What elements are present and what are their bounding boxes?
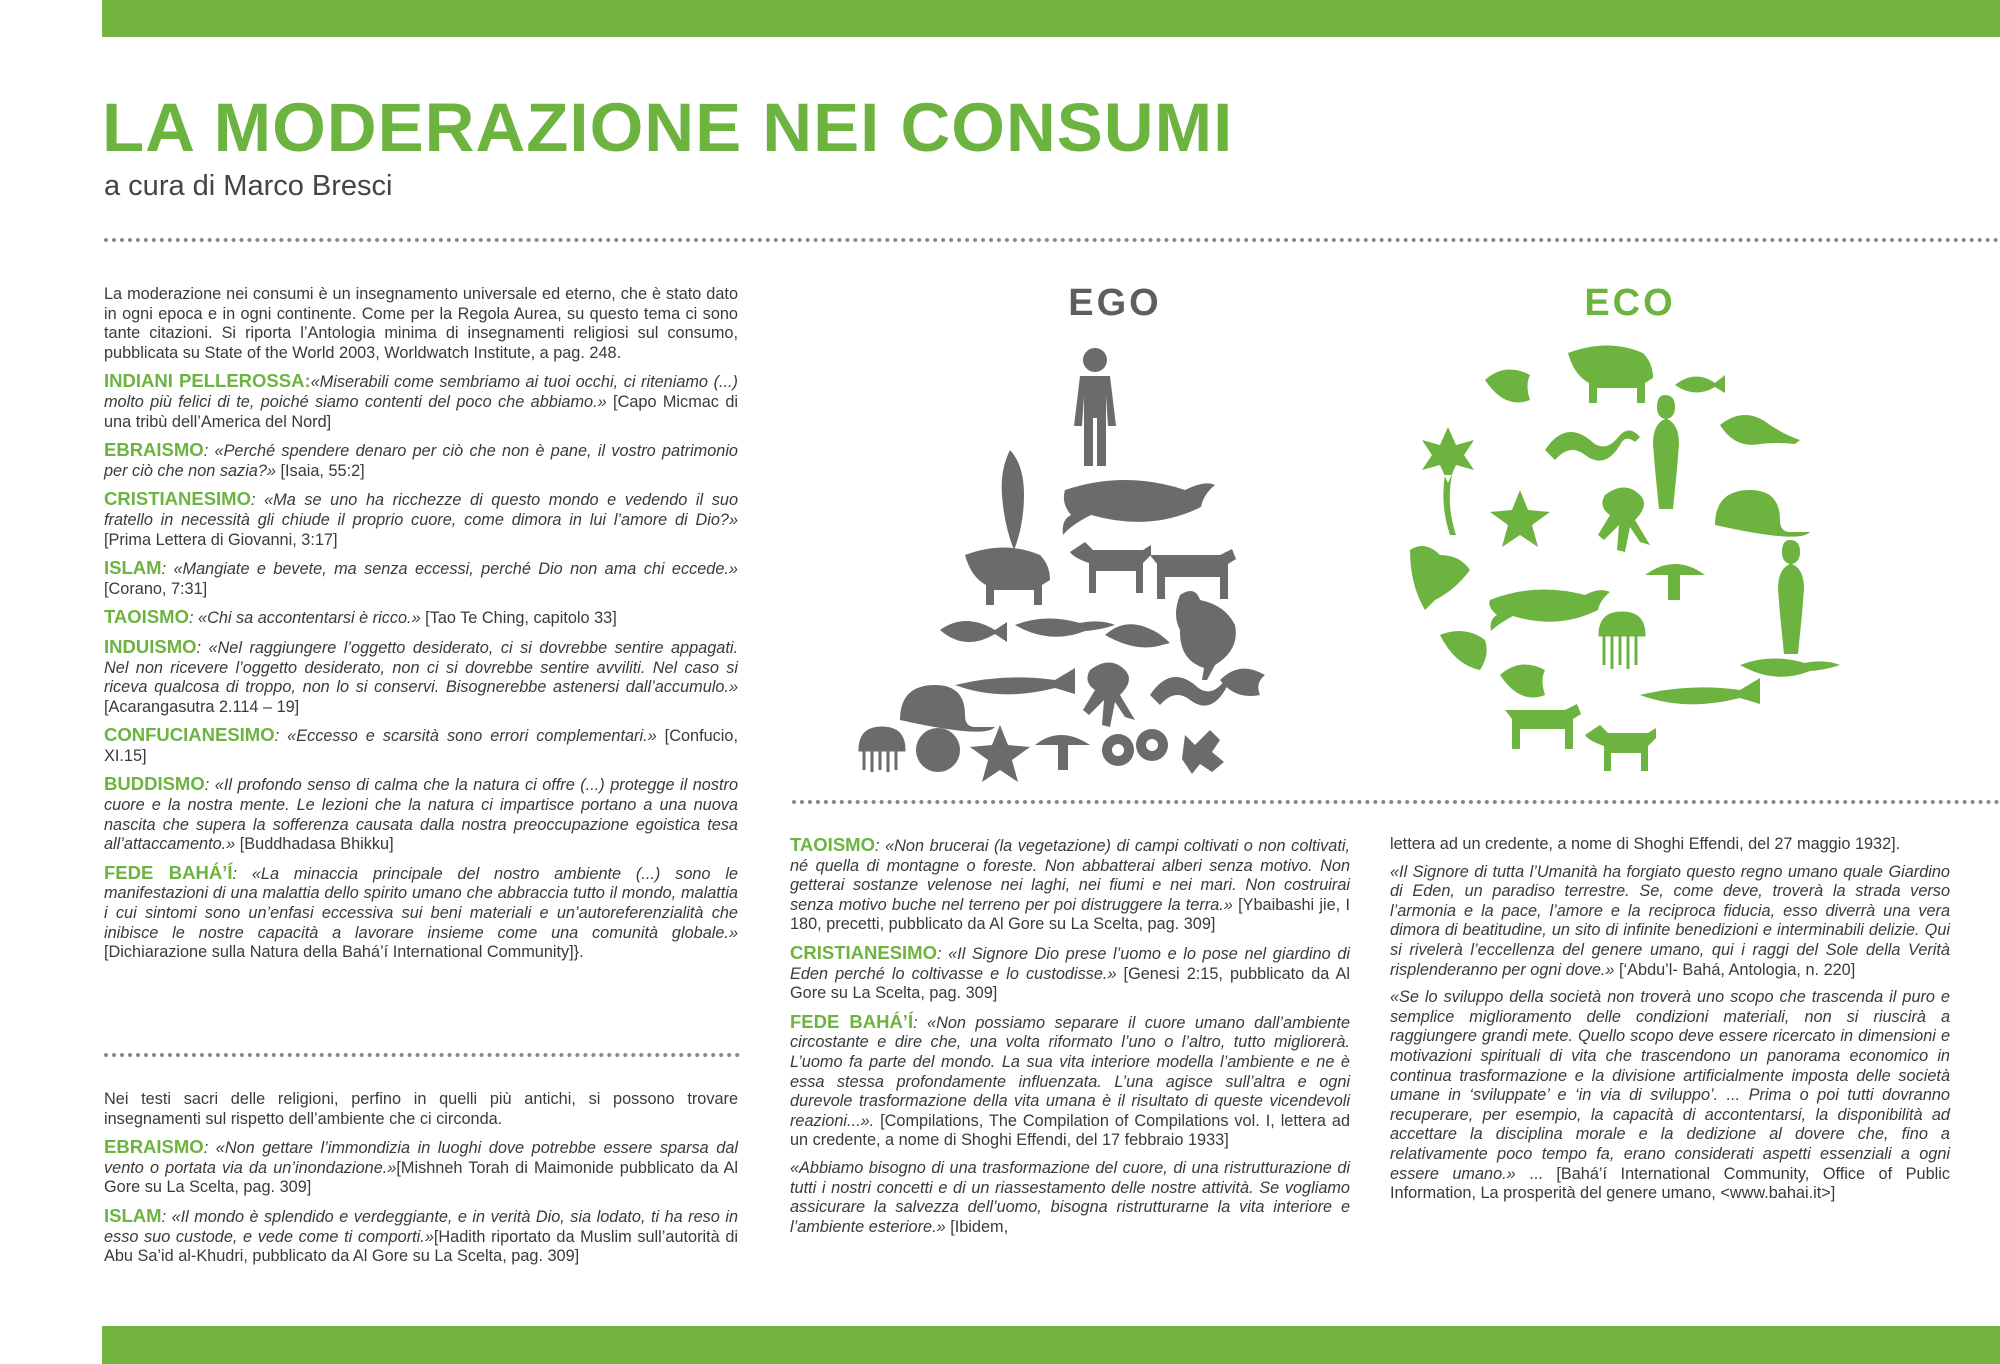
religion-label: EBRAISMO <box>104 439 204 461</box>
quote-source: [Mishneh Torah di Maimonide pubblicato da Al Gore su La Scelta, pag. 309] <box>104 1158 738 1197</box>
quote-paragraph <box>1390 835 1950 855</box>
religion-label: FEDE BAHÁ’Í <box>104 861 233 883</box>
quote-paragraph <box>104 558 738 599</box>
quotes-list-2 <box>104 1137 738 1267</box>
shark-icon <box>955 668 1075 694</box>
quote-source: [Buddhadasa Bhikku] <box>235 835 394 854</box>
quote-text: : «Non possiamo separare il cuore umano dall’ambiente circostante e dire che, una volta riformato l’uno o l’altro, tutto migliorerà. L’uomo fa parte del mondo. La sua vita interiore modella l’ambiente e ne è essa stessa profondamente influenzata. L’una agisce sull’altra e ogni durevole trasformazione della vita umana è il risultato di queste vicendevoli reazioni...». <box>790 1013 1351 1130</box>
hen-icon <box>1176 591 1236 680</box>
quote-source: [Ibidem, <box>945 1217 1009 1236</box>
quote-paragraph <box>790 1159 1350 1237</box>
quote-paragraph <box>1390 863 1950 981</box>
quote-paragraph <box>790 1012 1350 1151</box>
religion-label: EBRAISMO <box>104 1136 204 1158</box>
quote-source: [Compilations, The Compilation of Compilations vol. I, lettera ad un credente, a nome di Shoghi Effendi, del 17 febbraio 1933] <box>790 1111 1350 1150</box>
quote-paragraph <box>790 835 1350 935</box>
religion-label: ISLAM <box>104 557 162 579</box>
shark-icon <box>1640 678 1760 704</box>
jellyfish-icon <box>860 728 904 772</box>
quote-source: [Ybaibashi jie, I 180, precetti, pubblicato da Al Gore su La Scelta, pag. 309] <box>790 895 1350 934</box>
quote-text: : «Non brucerai (la vegetazione) di campi coltivati o non coltivati, né quella di montagne o foreste. Non abbatterai alberi senza motivo. Non getterai sostanze velenose nei laghi, nei fiumi e nei mari. Non costruirai senza motivo buche nel terreno per poi distruggere la terra.» <box>790 837 1350 914</box>
page-title: LA MODERAZIONE NEI CONSUMI <box>102 89 1234 166</box>
starfish-icon <box>970 725 1030 782</box>
dog-icon <box>1070 542 1151 593</box>
quote-text: : «Perché spendere denaro per ciò che non è pane, il vostro patrimonio per ciò che non sazia?» <box>104 442 738 480</box>
quotes-list-middle <box>790 835 1350 1237</box>
quote-source: ... [Bahá’í International Community, Office of Public Information, La prosperità del genere umano, <www.bahai.it>] <box>1390 1164 1950 1203</box>
page-subtitle: a cura di Marco Bresci <box>104 170 393 202</box>
platypus-icon <box>1015 618 1115 636</box>
quote-text: «Il Signore di tutta l’Umanità ha forgiato questo regno umano quale Giardino di Eden, un paradiso terrestre. Se, come deve, troverà la strada verso l’armonia e la pace, l’amore e la reciproca fiducia, esso diverrà una vera dimora di beatitudine, un sito di infinite benedizioni e interminabili delizie. Qui si rivelerà l’eccellenza del genere umano, qui i raggi del Sole della Verità risplenderanno per ogni dove.» <box>1390 862 1950 979</box>
quote-text: : «Eccesso e scarsità sono errori complementari.» <box>274 727 657 746</box>
quote-text: : «Non gettare l’immondizia in luoghi dove potrebbe essere sparsa dal vento o portata via da un’inondazione.» <box>104 1139 738 1177</box>
quote-paragraph <box>790 943 1350 1004</box>
quote-paragraph <box>104 1137 738 1198</box>
column-middle <box>790 835 1350 1245</box>
quote-paragraph <box>104 637 738 717</box>
fish-icon <box>1485 370 1530 403</box>
platypus-icon <box>1740 658 1840 676</box>
snake-icon <box>1545 430 1640 460</box>
quote-text: «Abbiamo bisogno di una trasformazione del cuore, di una ristrutturazione di tutti i nostri concetti e di un riassestamento delle nostre attività. Se vogliamo assicurare la salvezza dell’uomo, bisogna ristrutturarne la vita interiore e l’ambiente esteriore.» <box>790 1158 1350 1236</box>
religion-label: INDIANI PELLEROSSA: <box>104 370 311 392</box>
top-green-bar <box>102 0 2000 37</box>
whale-icon <box>1063 480 1215 535</box>
intro-paragraph: La moderazione nei consumi è un insegnamento universale ed eterno, che è stato dato in ogni epoca e in ogni continente. Come per la Regola Aurea, su questo tema ci sono tante citazioni. Si riporta l’Antologia minima di insegnamenti religiosi sul consumo, pubblicata su State of the World 2003, Worldwatch Institute, a pag. 248. <box>104 285 738 362</box>
quote-text: : «Ma se uno ha ricchezze di questo mondo e vedendo il suo fratello in necessità gli chiude il proprio cuore, come dimora in lui l’amore di Dio?» <box>104 491 738 529</box>
human-icon <box>1074 348 1116 466</box>
quote-text: «Miserabili come sembriamo ai tuoi occhi, ci riteniamo (...) molto più felici di te, poiché siamo contenti del poco che abbiamo.» <box>104 373 738 411</box>
quote-text: : «Il mondo è splendido e verdeggiante, e in verità Dio, sia lodato, ti ha reso in esso suo custode, e vede come ti comporti.» <box>104 1207 738 1246</box>
quote-source: [Dichiarazione sulla Natura della Bahá’í International Community]}. <box>104 943 584 962</box>
octopus-icon <box>1083 663 1135 728</box>
quotes-list <box>104 371 738 962</box>
religion-label: INDUISMO <box>104 635 197 657</box>
bottom-green-bar <box>102 1326 2000 1364</box>
quote-source: [Acarangasutra 2.114 – 19] <box>104 697 300 716</box>
quote-text: : «Mangiate e bevete, ma senza eccessi, perché Dio non ama chi eccede.» <box>161 560 738 579</box>
cow-icon <box>1505 704 1581 749</box>
religion-label: CRISTIANESIMO <box>104 488 251 510</box>
starfish-icon <box>1490 490 1550 547</box>
plant-icon <box>1182 730 1224 774</box>
religion-label: BUDDISMO <box>104 773 205 795</box>
left-divider <box>104 1053 740 1057</box>
quote-text: «Se lo sviluppo della società non troverà uno scopo che trascenda il puro e semplice miglioramento delle condizioni materiali, non si riuscirà a raggiungere grandi mete. Quello scopo deve essere ricercato in dimensioni e motivazioni spirituali di vita che trascendono un panorama economico in continua trasformazione e la divisione artificialmente imposta delle società umane in ‘sviluppate’ e ‘in via di sviluppo’. ... Prima o poi tutti dovranno recuperare, per esempio, la capacità di accontentarsi, la disponibilità ad accettare la disciplina morale e la dedizione al dovere che, fino a relativamente poco tempo fa, erano considerati aspetti essenziali a ogni essere umano.» <box>1390 988 1950 1183</box>
quote-paragraph <box>104 440 738 481</box>
column-left-bottom <box>104 1090 738 1275</box>
quote-paragraph <box>1390 988 1950 1204</box>
quote-source: [Corano, 7:31] <box>104 579 208 598</box>
quote-text: : «Il profondo senso di calma che la natura ci offre (...) protegge il nostro cuore e la nostra mente. Le lezioni che la natura ci impartisce portano a una nuova nascita che supera la sofferenza causata dalla nostra preoccupazione egoistica tesa all’attaccamento.» <box>104 776 738 854</box>
fish-icon <box>1440 631 1487 670</box>
ball-icon <box>916 728 960 772</box>
eco-circle-illustration <box>1410 335 1850 775</box>
eggs-icon <box>1102 729 1168 766</box>
mushroom-icon <box>1645 564 1705 600</box>
quote-paragraph <box>104 489 738 550</box>
quote-paragraph <box>104 1206 738 1267</box>
whale-icon <box>1489 590 1610 631</box>
quote-source: [Capo Micmac di una tribù dell’America del Nord] <box>104 392 738 431</box>
ego-title: EGO <box>1068 282 1162 324</box>
quote-paragraph <box>104 607 738 629</box>
human-icon <box>1653 395 1679 509</box>
eco-title: ECO <box>1584 282 1676 324</box>
column-left <box>104 285 738 971</box>
pig-icon <box>1568 346 1653 404</box>
quotes-list-right <box>1390 835 1950 1204</box>
dog-icon <box>1585 725 1656 771</box>
header-divider <box>104 238 2000 242</box>
penguin-icon <box>1002 450 1024 550</box>
quote-paragraph <box>104 774 738 854</box>
mushroom-icon <box>1035 735 1090 770</box>
religion-label: ISLAM <box>104 1204 162 1226</box>
religion-label: TAOISMO <box>790 834 875 855</box>
quote-paragraph <box>104 863 738 963</box>
mouse-icon <box>1720 415 1800 445</box>
quote-source: lettera ad un credente, a nome di Shoghi Effendi, del 27 maggio 1932]. <box>1390 835 1901 853</box>
fish-icon <box>1500 665 1545 698</box>
intro-paragraph-2: Nei testi sacri delle religioni, perfino in quelli più antichi, si possono trovare insegnamenti sul rispetto dell’ambiente che ci circonda. <box>104 1090 738 1128</box>
religion-label: CRISTIANESIMO <box>790 941 937 963</box>
pig-icon <box>965 548 1050 606</box>
quote-source: [Prima Lettera di Giovanni, 3:17] <box>104 530 338 549</box>
quote-paragraph <box>104 725 738 766</box>
jellyfish-icon <box>1600 613 1644 669</box>
religion-label: FEDE BAHÁ’Í <box>790 1010 914 1032</box>
snail-icon <box>1715 490 1810 537</box>
octopus-icon <box>1598 488 1650 553</box>
column-right <box>1390 835 1950 1212</box>
flower-icon <box>1422 427 1474 535</box>
bird-icon <box>1220 669 1265 696</box>
quote-source: [‘Abdu’l- Bahá, Antologia, n. 220] <box>1614 960 1856 979</box>
quote-text: : «Il Signore Dio prese l’uomo e lo pose nel giardino di Eden perché lo coltivasse e lo custodisse.» <box>790 944 1350 983</box>
right-divider <box>792 800 2000 804</box>
quote-paragraph <box>104 371 738 432</box>
fish-icon <box>1675 375 1725 393</box>
quote-source: [Isaia, 55:2] <box>275 461 365 480</box>
religion-label: CONFUCIANESIMO <box>104 724 275 746</box>
fish-icon <box>940 621 1007 642</box>
mouse-icon <box>1105 624 1170 647</box>
quote-source: [Hadith riportato da Muslim sull’autorità di Abu Sa’id al-Khudri, pubblicato da Al Gore su La Scelta, pag. 309] <box>104 1227 738 1266</box>
quote-source: [Genesi 2:15, pubblicato da Al Gore su La Scelta, pag. 309] <box>790 964 1350 1003</box>
hen-icon <box>1410 546 1470 610</box>
quote-source: [Confucio, XI.15] <box>104 727 738 765</box>
quote-text: : «Nel raggiungere l’oggetto desiderato, ci si dovrebbe sentire appagati. Nel non ricevere l’oggetto desiderato, non ci si dovrebbe sentire avviliti. Nel caso si riceva qualcosa di troppo, non lo si conservi. Bisognerebbe astenersi dall’accumulo.» <box>104 638 738 697</box>
ego-pyramid-illustration <box>860 340 1280 770</box>
quote-source: [Tao Te Ching, capitolo 33] <box>420 609 617 628</box>
religion-label: TAOISMO <box>104 606 189 628</box>
quote-text: : «Chi sa accontentarsi è ricco.» <box>188 609 421 628</box>
quote-text: : «La minaccia principale del nostro ambiente (...) sono le manifestazioni di una malattia dello spirito umano che abbraccia tutto il mondo, malattia i cui sintomi sono un’enfasi eccessiva sui beni materiali e un’autoreferenzialità che inibisce le nostre capacità a lavorare insieme come una comunità globale.» <box>104 864 738 942</box>
human-icon <box>1778 540 1804 654</box>
